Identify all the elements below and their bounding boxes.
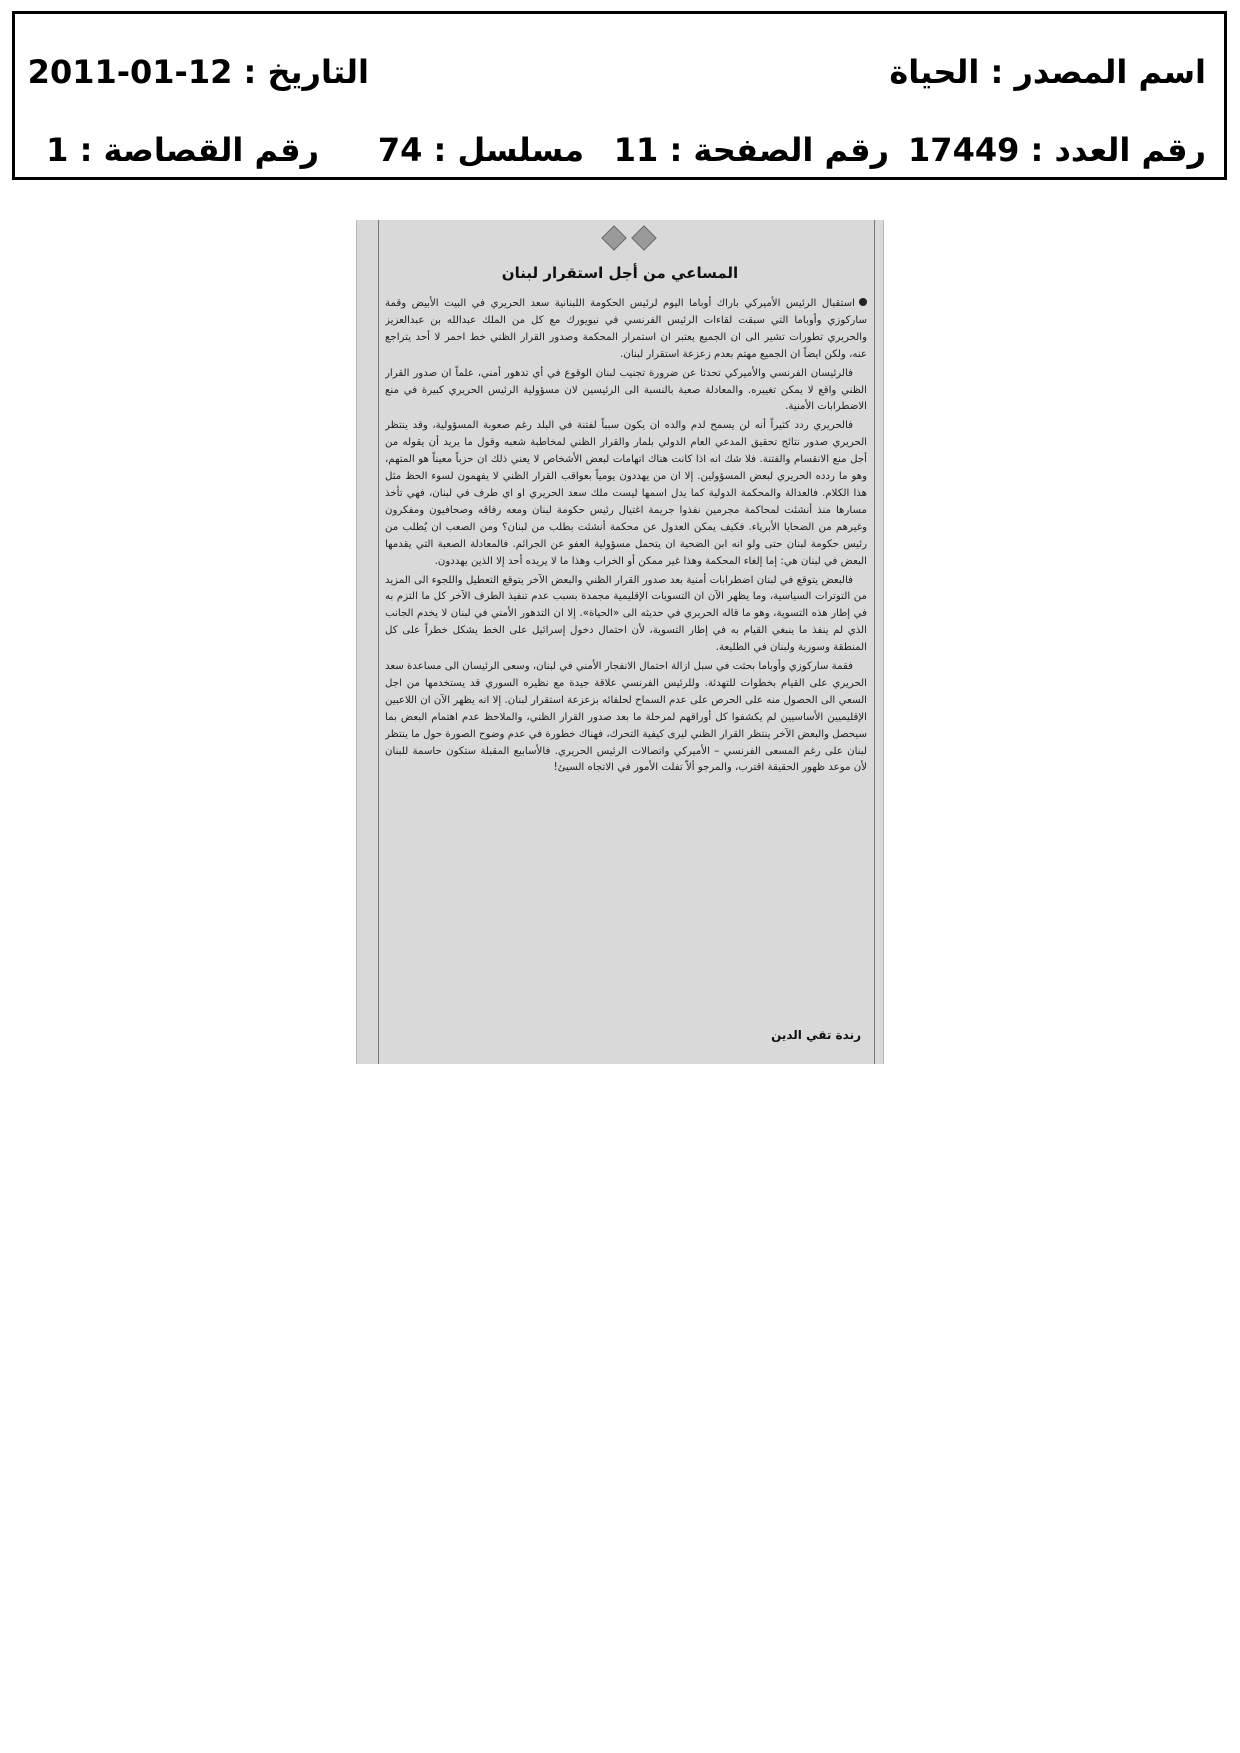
page-number: رقم الصفحة : 11	[613, 131, 889, 169]
article-byline: رندة تقي الدين	[771, 1028, 861, 1042]
clipping-info-header	[12, 11, 1227, 180]
article-paragraph: فالحريري ردد كثيراً أنه لن يسمح لدم والده ان يكون سبباً لفتنة في البلد رغم صعوبة المسؤولية، وقد ينتظر الحريري صدور نتائج تحقيق المدعي العام الدولي بلمار والقرار الظني لمخاطبة شعبه وقول ما يريد أن يقوله من أجل منع الانقسام والفتنة. فلا شك انه اذا كانت هناك اتهامات لبعض الأشخاص لا يعني ذلك ان حزباً معيناً هو المتهم، وهو ما ردده الحريري لبعض المسؤولين. إلا ان من يهددون يومياً بعواقب القرار الظني لا يفهمون لسوء الحظ مثل هذا الكلام. فالعدالة والمحكمة الدولية كما يدل اسمها ليست ملك سعد الحريري او اي طرف في لبنان، فهي تأخذ مسارها منذ أنشئت لمحاكمة مجرمين نفذوا جريمة اغتيال رئيس حكومة لبنان ومعه رفاقه وصحافيون ومفكرون وغيرهم من الضحايا الأبرياء. فكيف يمكن العدول عن محكمة أنشئت بطلب من لبنان؟ ومن الصعب ان يُطلب من رئيس حكومة لبنان حتى ولو انه ابن الضحية ان يتحمل مسؤولية العفو عن الجرائم. فالمعادلة الصعبة التي يقدمها البعض في لبنان هي: إما إلغاء المحكمة وهذا غير ممكن أو الخراب وهذا ما لا يريده أحد إلا الذين يهددون.	[385, 420, 867, 567]
header-row-1	[15, 42, 1224, 102]
header-row-2	[15, 120, 1224, 180]
clipping-date: التاريخ : 12-01-2011	[27, 53, 369, 91]
clipping-number: رقم القصاصة : 1	[46, 131, 319, 169]
diamond-icon	[631, 225, 656, 250]
article-paragraph: فالرئيسان الفرنسي والأميركي تحدثا عن ضرورة تجنيب لبنان الوقوع في أي تدهور أمني، علماً ان صدور القرار الظني واقع لا يمكن تغييره. والمعادلة صعبة بالنسبة الى الرئيسين لان مسؤولية الرئيس الحريري كبيرة في منع الاضطرابات الأمنية.	[385, 367, 867, 413]
article-paragraph: فقمة ساركوزي وأوباما بحثت في سبل ازالة احتمال الانفجار الأمني في لبنان، وسعى الرئيسان الى مساعدة سعد الحريري على القيام بخطوات للتهدئة. وللرئيس الفرنسي علاقة جيدة مع نظيره السوري قد يستخدمها من اجل السعي الى الحصول منه على الحرص على عدم السماح لحلفائه بزعزعة استقرار لبنان. إلا انه يظهر الآن ان اللاعبين الإقليميين الأساسيين لم يكشفوا كل أوراقهم لمرحلة ما بعد صدور القرار الظني، والملاحظ عدم اهتمام البعض بما سيحصل والبعض الآخر ينتظر القرار الظني ليرى كيفية التحرك، فهناك خطورة في عدم وضوح الصورة حول ما ينتظر لبنان على رغم المسعى الفرنسي – الأميركي واتصالات الرئيس الحريري. فالأسابيع المقبلة ستكون حاسمة للبنان لأن موعد ظهور الحقيقة اقترب، والمرجو ألاّ تفلت الأمور في الاتجاه السيئ!	[385, 661, 867, 774]
bullet-icon	[859, 298, 867, 306]
article-body	[385, 296, 867, 996]
ornament-diamonds	[597, 226, 667, 250]
column-rule-left	[378, 220, 379, 1064]
diamond-icon	[601, 225, 626, 250]
source-name: اسم المصدر : الحياة	[889, 53, 1206, 91]
article-paragraph: استقبال الرئيس الأميركي باراك أوباما اليوم لرئيس الحكومة اللبنانية سعد الحريري في البيت الأبيض وقمة ساركوزي وأوباما التي سبقت لقاءات الرئيس الفرنسي في نيويورك مع كل من الملك عبدالله بن عبدالعزيز والحريري تطورات تشير الى ان الجميع يعتبر ان استمرار المحكمة وصدور القرار الظني خط احمر لا أحد يتراجع عنه، ولكن ايضاً ان الجميع مهتم بعدم زعزعة استقرار لبنان.	[385, 298, 867, 360]
article-title: المساعي من أجل استقرار لبنان	[501, 264, 739, 282]
newspaper-clipping	[356, 220, 884, 1064]
column-rule-right	[874, 220, 875, 1064]
issue-number: رقم العدد : 17449	[908, 131, 1206, 169]
article-paragraph: فالبعض يتوقع في لبنان اضطرابات أمنية بعد صدور القرار الظني والبعض الآخر يتوقع التعطيل واللجوء الى المزيد من التوترات السياسية، وما يظهر الآن ان التسويات الإقليمية مجمدة بسبب عدم تنفيذ الطرف الآخر كل ما التزم به في إطار هذه التسوية، وهو ما قاله الحريري في حديثه الى «الحياة». إلا ان التدهور الأمني في لبنان لا يخدم الجانب الذي لم ينفذ ما ينبغي القيام به في إطار التسوية، لأن احتمال دخول إسرائيل على الخط يشكل خطراً على كل المنطقة وسورية ولبنان في الطليعة.	[385, 574, 867, 654]
serial-number: مسلسل : 74	[377, 131, 584, 169]
